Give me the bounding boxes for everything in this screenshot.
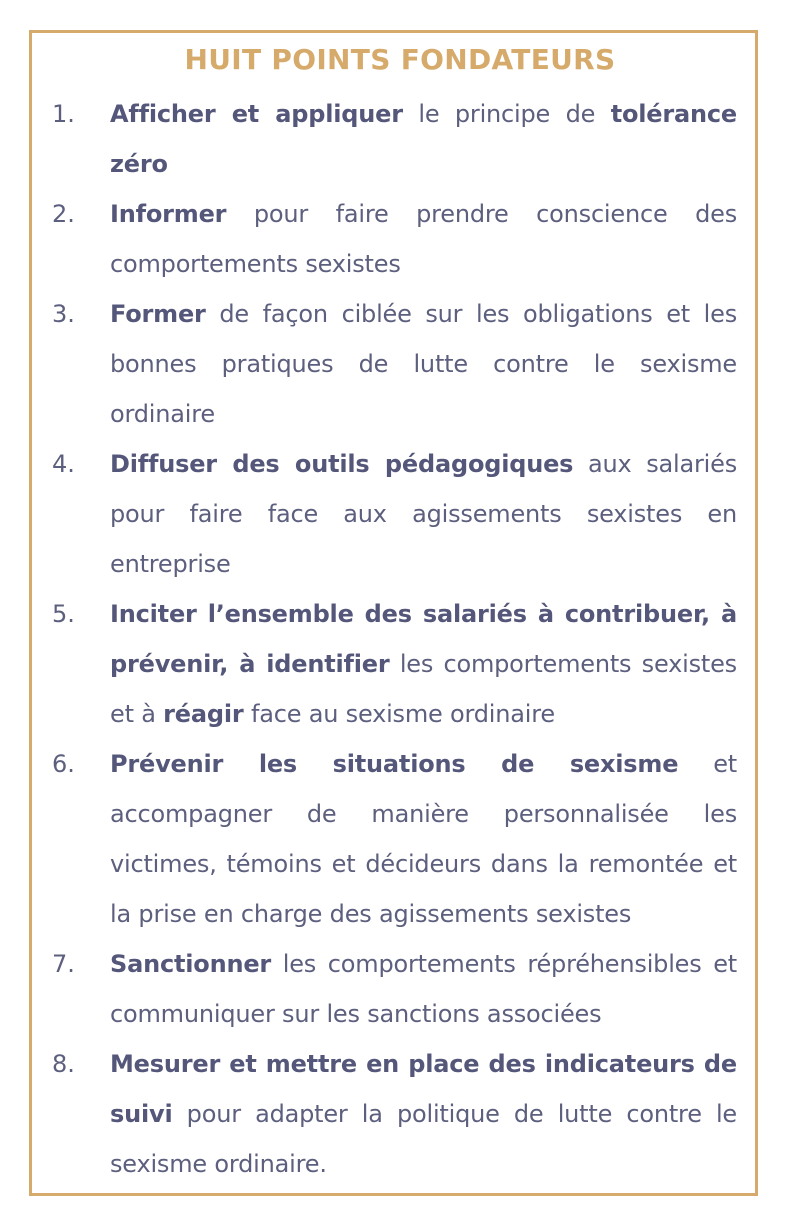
founding-points-list [0,89,800,1189]
list-item-text [110,939,737,1039]
page-title: HUIT POINTS FONDATEURS [184,43,616,76]
list-item-number: 2. [52,200,75,228]
list-item-number: 7. [52,950,75,978]
list-item [0,189,800,289]
list-item-text [110,739,737,939]
list-item-text [110,89,737,189]
emphasis-text: réagir [163,700,244,728]
body-text: les comportements répréhensibles et communiquer sur les sanctions associées [110,950,737,1028]
list-item-number: 3. [52,300,75,328]
body-text: les comportements sexistes et à [110,650,737,728]
list-item [0,739,800,939]
body-text: et accompagner de manière personnalisée les victimes, témoins et décideurs dans la remontée et la prise en charge des agissements sexistes [110,750,737,928]
list-item-number: 6. [52,750,75,778]
body-text: le principe de [402,100,611,128]
list-item [0,89,800,189]
list-item-text [110,439,737,589]
list-item-text [110,589,737,739]
list-item-text [110,1039,737,1189]
body-text: pour adapter la politique de lutte contre le sexisme ordinaire. [110,1100,737,1178]
list-item-text [110,289,737,439]
emphasis-text: tolérance zéro [110,100,737,178]
emphasis-text: Afficher et appliquer [110,100,403,128]
emphasis-text: Former [110,300,206,328]
emphasis-text: Prévenir les situations de sexisme [110,750,679,778]
list-item-number: 8. [52,1050,75,1078]
emphasis-text: Diffuser des outils pédagogiques [110,450,574,478]
list-item-number: 5. [52,600,75,628]
list-item [0,439,800,589]
emphasis-text: Inciter l’ensemble des salariés à contribuer, à prévenir, à identifier [110,600,737,678]
list-item [0,289,800,439]
body-text: aux salariés pour faire face aux agissements sexistes en entreprise [110,450,738,578]
list-item-number: 1. [52,100,75,128]
list-item [0,1039,800,1189]
emphasis-text: Mesurer et mettre en place des indicateurs de suivi [110,1050,737,1128]
emphasis-text: Sanctionner [110,950,272,978]
list-item-number: 4. [52,450,75,478]
body-text: de façon ciblée sur les obligations et les bonnes pratiques de lutte contre le sexisme ordinaire [110,300,737,428]
emphasis-text: Informer [110,200,227,228]
body-text: pour faire prendre conscience des comportements sexistes [110,200,737,278]
list-item-text [110,189,737,289]
body-text: face au sexisme ordinaire [243,700,555,728]
list-item [0,939,800,1039]
list-item [0,589,800,739]
